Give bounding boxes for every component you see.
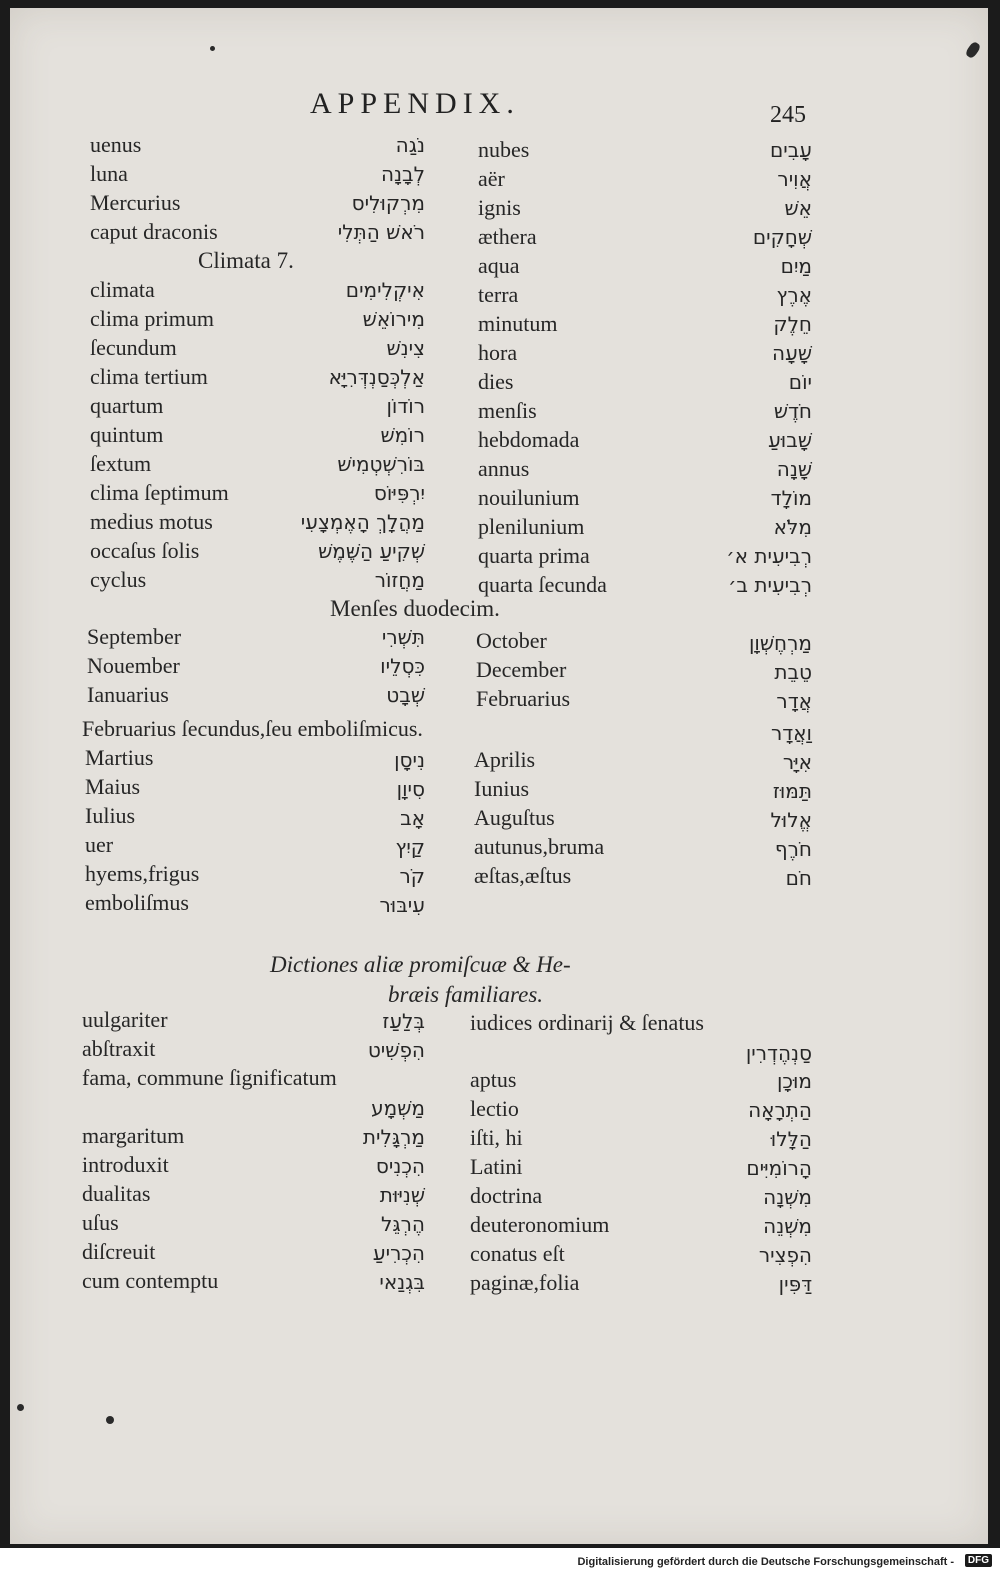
latin-term: iſti, hi: [470, 1125, 523, 1150]
hebrew-term: קֹר: [399, 864, 425, 888]
latin-term: uſus: [82, 1210, 119, 1235]
dictiones-heading: Dictiones aliæ promiſcuæ & He-: [270, 952, 571, 977]
latin-term: annus: [478, 456, 530, 481]
page-number: 245: [770, 102, 806, 128]
hebrew-term: מִרְקוּלִיס: [351, 191, 425, 215]
latin-term: hebdomada: [478, 427, 580, 452]
latin-term: uulgariter: [82, 1007, 168, 1032]
latin-term: luna: [90, 161, 128, 186]
hebrew-term: לְבָנָה: [380, 162, 425, 186]
latin-term: Auguſtus: [474, 805, 555, 830]
hebrew-term: שְׁקִיעַ הַשֶּׁמֶשׁ: [318, 539, 425, 563]
hebrew-term: חֵלֶק: [773, 312, 812, 336]
latin-term: quartum: [90, 393, 164, 418]
hebrew-term: סַנְהֶדְרִין: [745, 1041, 812, 1065]
latin-term: ignis: [478, 195, 521, 220]
hebrew-term: אֶרֶץ: [776, 283, 812, 307]
latin-term: dies: [478, 369, 514, 394]
hebrew-term: נֹגַה: [395, 133, 425, 157]
latin-term: menſis: [478, 398, 537, 423]
hebrew-term: אֲוִיר: [777, 167, 812, 191]
hebrew-term: בִּגְנַאי: [379, 1270, 425, 1294]
hebrew-term: רְבִיעִית ב׳: [728, 573, 812, 597]
latin-term: Latini: [470, 1154, 523, 1179]
latin-term: caput draconis: [90, 219, 218, 244]
latin-term: conatus eſt: [470, 1241, 565, 1266]
latin-term: aër: [478, 166, 505, 191]
latin-term: minutum: [478, 311, 558, 336]
latin-term: æſtas,æſtus: [474, 863, 572, 888]
latin-term: clima tertium: [90, 364, 208, 389]
hebrew-term: שְׁבָט: [386, 683, 425, 707]
climata-heading: Climata 7.: [198, 248, 294, 273]
hebrew-term: מַרְגָּלִית: [362, 1125, 425, 1149]
latin-term: iudices ordinarij & ſenatus: [470, 1010, 704, 1035]
hebrew-term: אָב: [400, 806, 425, 830]
latin-term: Mercurius: [90, 190, 181, 215]
hebrew-term: דַּפִּין: [778, 1272, 812, 1296]
hebrew-term: אֲדָר: [776, 689, 812, 713]
hebrew-term: מִשְׁנֵה: [763, 1214, 812, 1238]
latin-term: plenilunium: [478, 514, 585, 539]
ink-spot: [964, 41, 981, 60]
latin-term: Februarius ſecundus,ſeu emboliſmicus.: [82, 716, 423, 741]
hebrew-term: הַתְרָאָה: [748, 1098, 812, 1122]
hebrew-term: הִפְצִיר: [758, 1243, 812, 1267]
hebrew-term: רֹאשׁ הַתְּלִי: [337, 220, 425, 244]
latin-term: Nouember: [87, 653, 180, 678]
latin-term: quarta prima: [478, 543, 590, 568]
ink-spot: [17, 1404, 24, 1411]
latin-term: Maius: [85, 774, 140, 799]
hebrew-term: חֹדֶשׁ: [773, 399, 812, 423]
hebrew-term: מַיִם: [780, 254, 812, 278]
hebrew-term: וַאֲדָר: [770, 721, 812, 745]
latin-term: doctrina: [470, 1183, 543, 1208]
hebrew-term: מִלֹּא: [773, 515, 812, 539]
latin-term: dualitas: [82, 1181, 151, 1206]
hebrew-term: מִירוֹאֵשׁ: [362, 307, 425, 331]
latin-term: hyems,frigus: [85, 861, 200, 886]
latin-term: quarta ſecunda: [478, 572, 607, 597]
hebrew-term: תִּשְׁרִי: [381, 625, 425, 649]
hebrew-term: הִפְשִׁיט: [367, 1038, 425, 1062]
latin-term: occaſus ſolis: [90, 538, 200, 563]
hebrew-term: תַּמּוּז: [772, 779, 812, 803]
latin-term: uer: [85, 832, 114, 857]
latin-term: Ianuarius: [87, 682, 169, 707]
latin-term: emboliſmus: [85, 890, 189, 915]
hebrew-term: נִיסָן: [394, 748, 425, 772]
latin-term: Februarius: [476, 686, 571, 711]
hebrew-term: רוֹמִשׁ: [380, 423, 425, 447]
hebrew-term: אִיָּר: [782, 750, 812, 774]
hebrew-term: הַלָּלוּ: [770, 1127, 812, 1151]
latin-term: abſtraxit: [82, 1036, 156, 1061]
hebrew-term: אִיקְלִימִים: [345, 278, 425, 302]
latin-term: nouilunium: [478, 485, 580, 510]
latin-term: hora: [478, 340, 518, 365]
latin-term: fama, commune ſignificatum: [82, 1065, 337, 1090]
latin-term: aqua: [478, 253, 520, 278]
latin-term: clima ſeptimum: [90, 480, 229, 505]
hebrew-term: אֱלוּל: [770, 808, 812, 832]
hebrew-term: אֵשׁ: [784, 196, 812, 220]
latin-term: December: [476, 657, 567, 682]
latin-term: Martius: [85, 745, 154, 770]
hebrew-term: הָרוֹמִיִּים: [746, 1156, 812, 1180]
hebrew-term: עִיבּוּר: [379, 893, 425, 917]
hebrew-term: שָׁבוּעַ: [768, 428, 812, 452]
latin-term: clima primum: [90, 306, 215, 331]
hebrew-term: עָבִים: [769, 138, 812, 162]
hebrew-term: סִיוָן: [396, 777, 425, 801]
hebrew-term: בְּלַעַז: [382, 1009, 425, 1033]
hebrew-term: יוֹם: [788, 370, 812, 394]
hebrew-term: צִינִשׁ: [386, 336, 425, 360]
hebrew-term: הִכְנִיס: [375, 1154, 425, 1178]
hebrew-term: חֹרֶף: [774, 837, 812, 861]
hebrew-term: שְׁנִיּוּת: [379, 1183, 425, 1207]
hebrew-term: כִּסְלֵיו: [380, 654, 425, 678]
latin-term: quintum: [90, 422, 164, 447]
latin-term: Iulius: [85, 803, 136, 828]
latin-term: diſcreuit: [82, 1239, 156, 1264]
latin-term: uenus: [90, 132, 142, 157]
hebrew-term: מַרְחֶשְׁוָן: [748, 631, 812, 655]
latin-term: cum contemptu: [82, 1268, 219, 1293]
hebrew-term: הֶרְגֵּל: [381, 1212, 425, 1236]
hebrew-term: מוּכָן: [776, 1069, 812, 1093]
hebrew-term: יִרְפִּיּוֹס: [373, 481, 425, 505]
dictiones-heading: bræis familiares.: [388, 982, 544, 1007]
latin-term: cyclus: [90, 567, 147, 592]
latin-term: medius motus: [90, 509, 213, 534]
latin-term: autunus,bruma: [474, 834, 605, 859]
hebrew-term: אַלְכְּסַנְדְּרִיָּא: [328, 365, 425, 389]
hebrew-term: בּוֹרִשְׁטְמִישׁ: [337, 452, 425, 476]
ink-spot: [106, 1416, 114, 1424]
hebrew-term: שָׁעָה: [772, 341, 812, 365]
latin-term: paginæ,folia: [470, 1270, 580, 1295]
latin-term: October: [476, 628, 547, 653]
hebrew-term: מִשְׁנָה: [763, 1185, 812, 1209]
hebrew-term: שְׁחָקִים: [752, 225, 812, 249]
latin-term: ſextum: [90, 451, 152, 476]
hebrew-term: קַיִץ: [395, 835, 425, 859]
ink-spot: [210, 46, 215, 51]
latin-term: terra: [478, 282, 519, 307]
hebrew-term: מַהֲלָךְ הָאֶמְצָעִי: [300, 510, 425, 534]
latin-term: lectio: [470, 1096, 519, 1121]
hebrew-term: רוֹדוֹן: [386, 394, 425, 418]
latin-term: introduxit: [82, 1152, 169, 1177]
latin-term: margaritum: [82, 1123, 185, 1148]
latin-term: climata: [90, 277, 155, 302]
hebrew-term: מַחֲזוֹר: [374, 568, 425, 592]
hebrew-term: מַשְׁמָע: [371, 1096, 425, 1120]
hebrew-term: חֹם: [785, 866, 812, 890]
latin-term: September: [87, 624, 182, 649]
menses-heading: Menſes duodecim.: [330, 596, 500, 621]
hebrew-term: רְבִיעִית א׳: [726, 544, 812, 568]
latin-term: nubes: [478, 137, 530, 162]
latin-term: Iunius: [474, 776, 529, 801]
dfg-logo: DFG: [965, 1554, 992, 1567]
latin-term: æthera: [478, 224, 537, 249]
hebrew-term: מוֹלָד: [770, 486, 812, 510]
page-title: APPENDIX.: [310, 87, 520, 120]
latin-term: deuteronomium: [470, 1212, 610, 1237]
latin-term: Aprilis: [474, 747, 536, 772]
hebrew-term: שָׁנָה: [776, 457, 812, 481]
latin-term: aptus: [470, 1067, 517, 1092]
latin-term: ſecundum: [90, 335, 177, 360]
hebrew-term: הִכְרִיעַ: [372, 1241, 425, 1265]
digitization-credit: Digitalisierung gefördert durch die Deutsche Forschungsgemeinschaft -: [577, 1556, 954, 1568]
hebrew-term: טֵבֵת: [774, 660, 812, 684]
